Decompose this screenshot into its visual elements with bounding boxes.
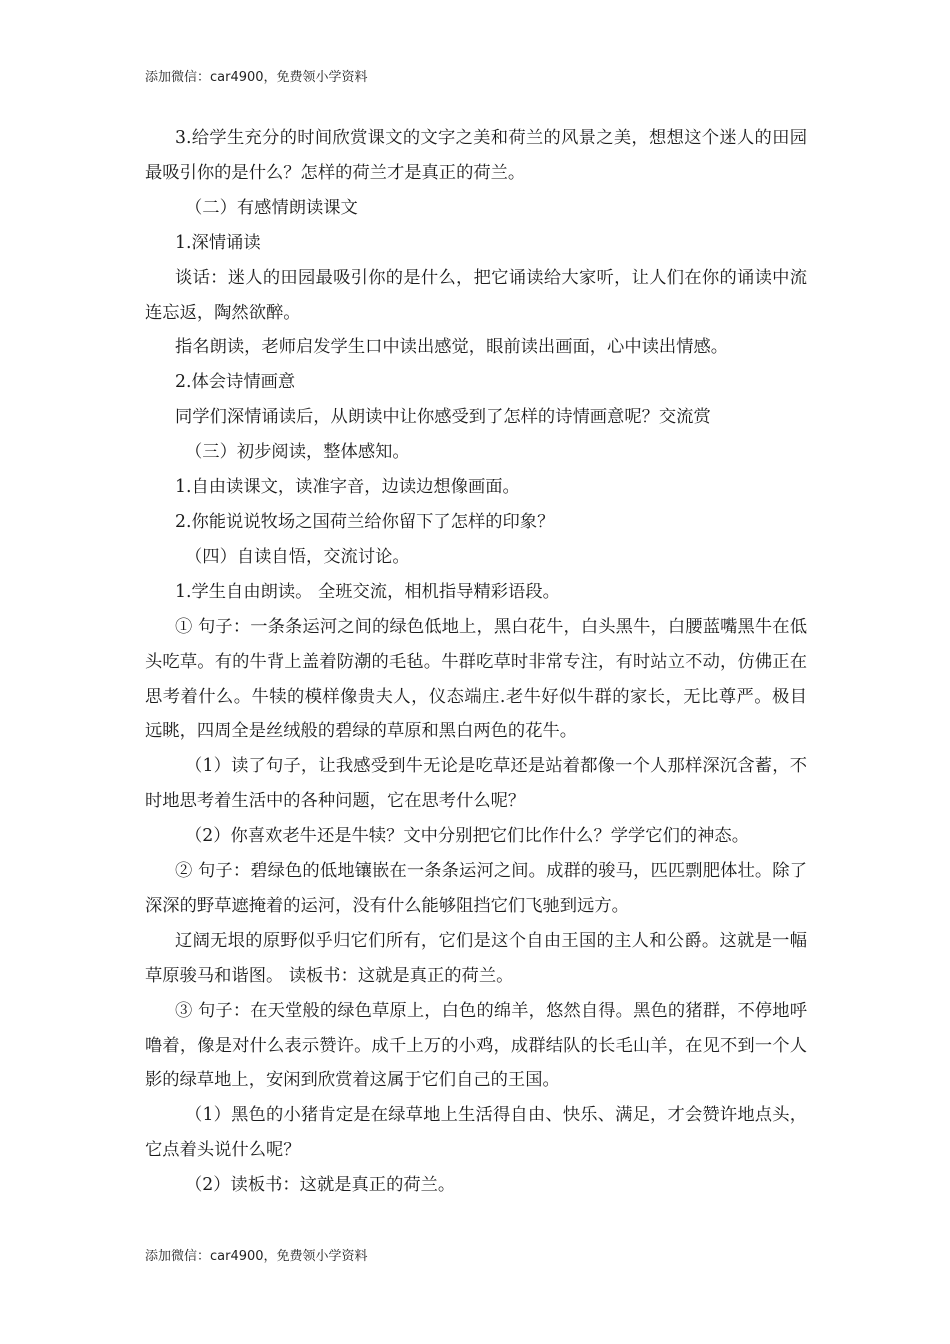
paragraph: 2.你能说说牧场之国荷兰给你留下了怎样的印象？ — [175, 511, 555, 532]
paragraph: （2）读板书：这就是真正的荷兰。 — [185, 1175, 456, 1196]
paragraph: 3.给学生充分的时间欣赏课文的文字之美和荷兰的风景之美，想想这个迷人的田园最吸引你的是什么？怎样的荷兰才是真正的荷兰。 — [145, 128, 807, 183]
paragraph: ① 句子：一条条运河之间的绿色低地上，黑白花牛，白头黑牛，白腰蓝嘴黑牛在低头吃草。有的牛背上盖着防潮的毛毡。牛群吃草时非常专注，有时站立不动，仿佛正在思考着什么。牛犊的模样像贵夫人，仪态端庄.老牛好似牛群的家长，无比尊严。极目远眺，四周全是丝绒般的碧绿的草原和黑白两色的花牛。 — [145, 616, 807, 742]
paragraph: 指名朗读，老师启发学生口中读出感觉，眼前读出画面，心中读出情感。 — [175, 337, 729, 358]
paragraph: （1）读了句子，让我感受到牛无论是吃草还是站着都像一个人那样深沉含蓄，不时地思考着生活中的各种问题，它在思考什么呢？ — [145, 756, 807, 812]
paragraph: ② 句子：碧绿色的低地镶嵌在一条条运河之间。成群的骏马，匹匹剽肥体壮。除了深深的野草遮掩着的运河，没有什么能够阻挡它们飞驰到远方。 — [145, 861, 807, 916]
paragraph: 辽阔无垠的原野似乎归它们所有，它们是这个自由王国的主人和公爵。这就是一幅草原骏马和谐图。 读板书：这就是真正的荷兰。 — [145, 930, 807, 986]
paragraph: 1.自由读课文，读准字音，边读边想像画面。 — [175, 477, 520, 498]
paragraph: （2）你喜欢老牛还是牛犊？文中分别把它们比作什么？学学它们的神态。 — [185, 826, 749, 847]
subheading: 2.体会诗情画意 — [175, 372, 296, 393]
document-body — [145, 121, 807, 1203]
paragraph: 同学们深情诵读后，从朗读中让你感受到了怎样的诗情画意呢？交流赏 — [175, 407, 711, 428]
paragraph: ③ 句子：在天堂般的绿色草原上，白色的绵羊，悠然自得。黑色的猪群，不停地呼噜着，像是对什么表示赞许。成千上万的小鸡，成群结队的长毛山羊，在见不到一个人影的绿草地上，安闲到欣赏着这属于它们自己的王国。 — [145, 1000, 807, 1091]
paragraph: （1）黑色的小猪肯定是在绿草地上生活得自由、快乐、满足，才会赞许地点头，它点着头说什么呢？ — [145, 1105, 807, 1161]
section-heading: （三）初步阅读，整体感知。 — [185, 442, 410, 463]
page-footer: 添加微信：car4900，免费领小学资料 — [145, 1249, 368, 1264]
section-heading: （二）有感情朗读课文 — [185, 197, 358, 218]
paragraph: 谈话：迷人的田园最吸引你的是什么，把它诵读给大家听，让人们在你的诵读中流连忘返，陶然欲醉。 — [145, 267, 807, 323]
paragraph: 1.学生自由朗读。 全班交流，相机指导精彩语段。 — [175, 581, 560, 602]
page-header: 添加微信：car4900，免费领小学资料 — [145, 70, 368, 85]
section-heading: （四）自读自悟，交流讨论。 — [185, 546, 410, 567]
subheading: 1.深情诵读 — [175, 232, 261, 253]
